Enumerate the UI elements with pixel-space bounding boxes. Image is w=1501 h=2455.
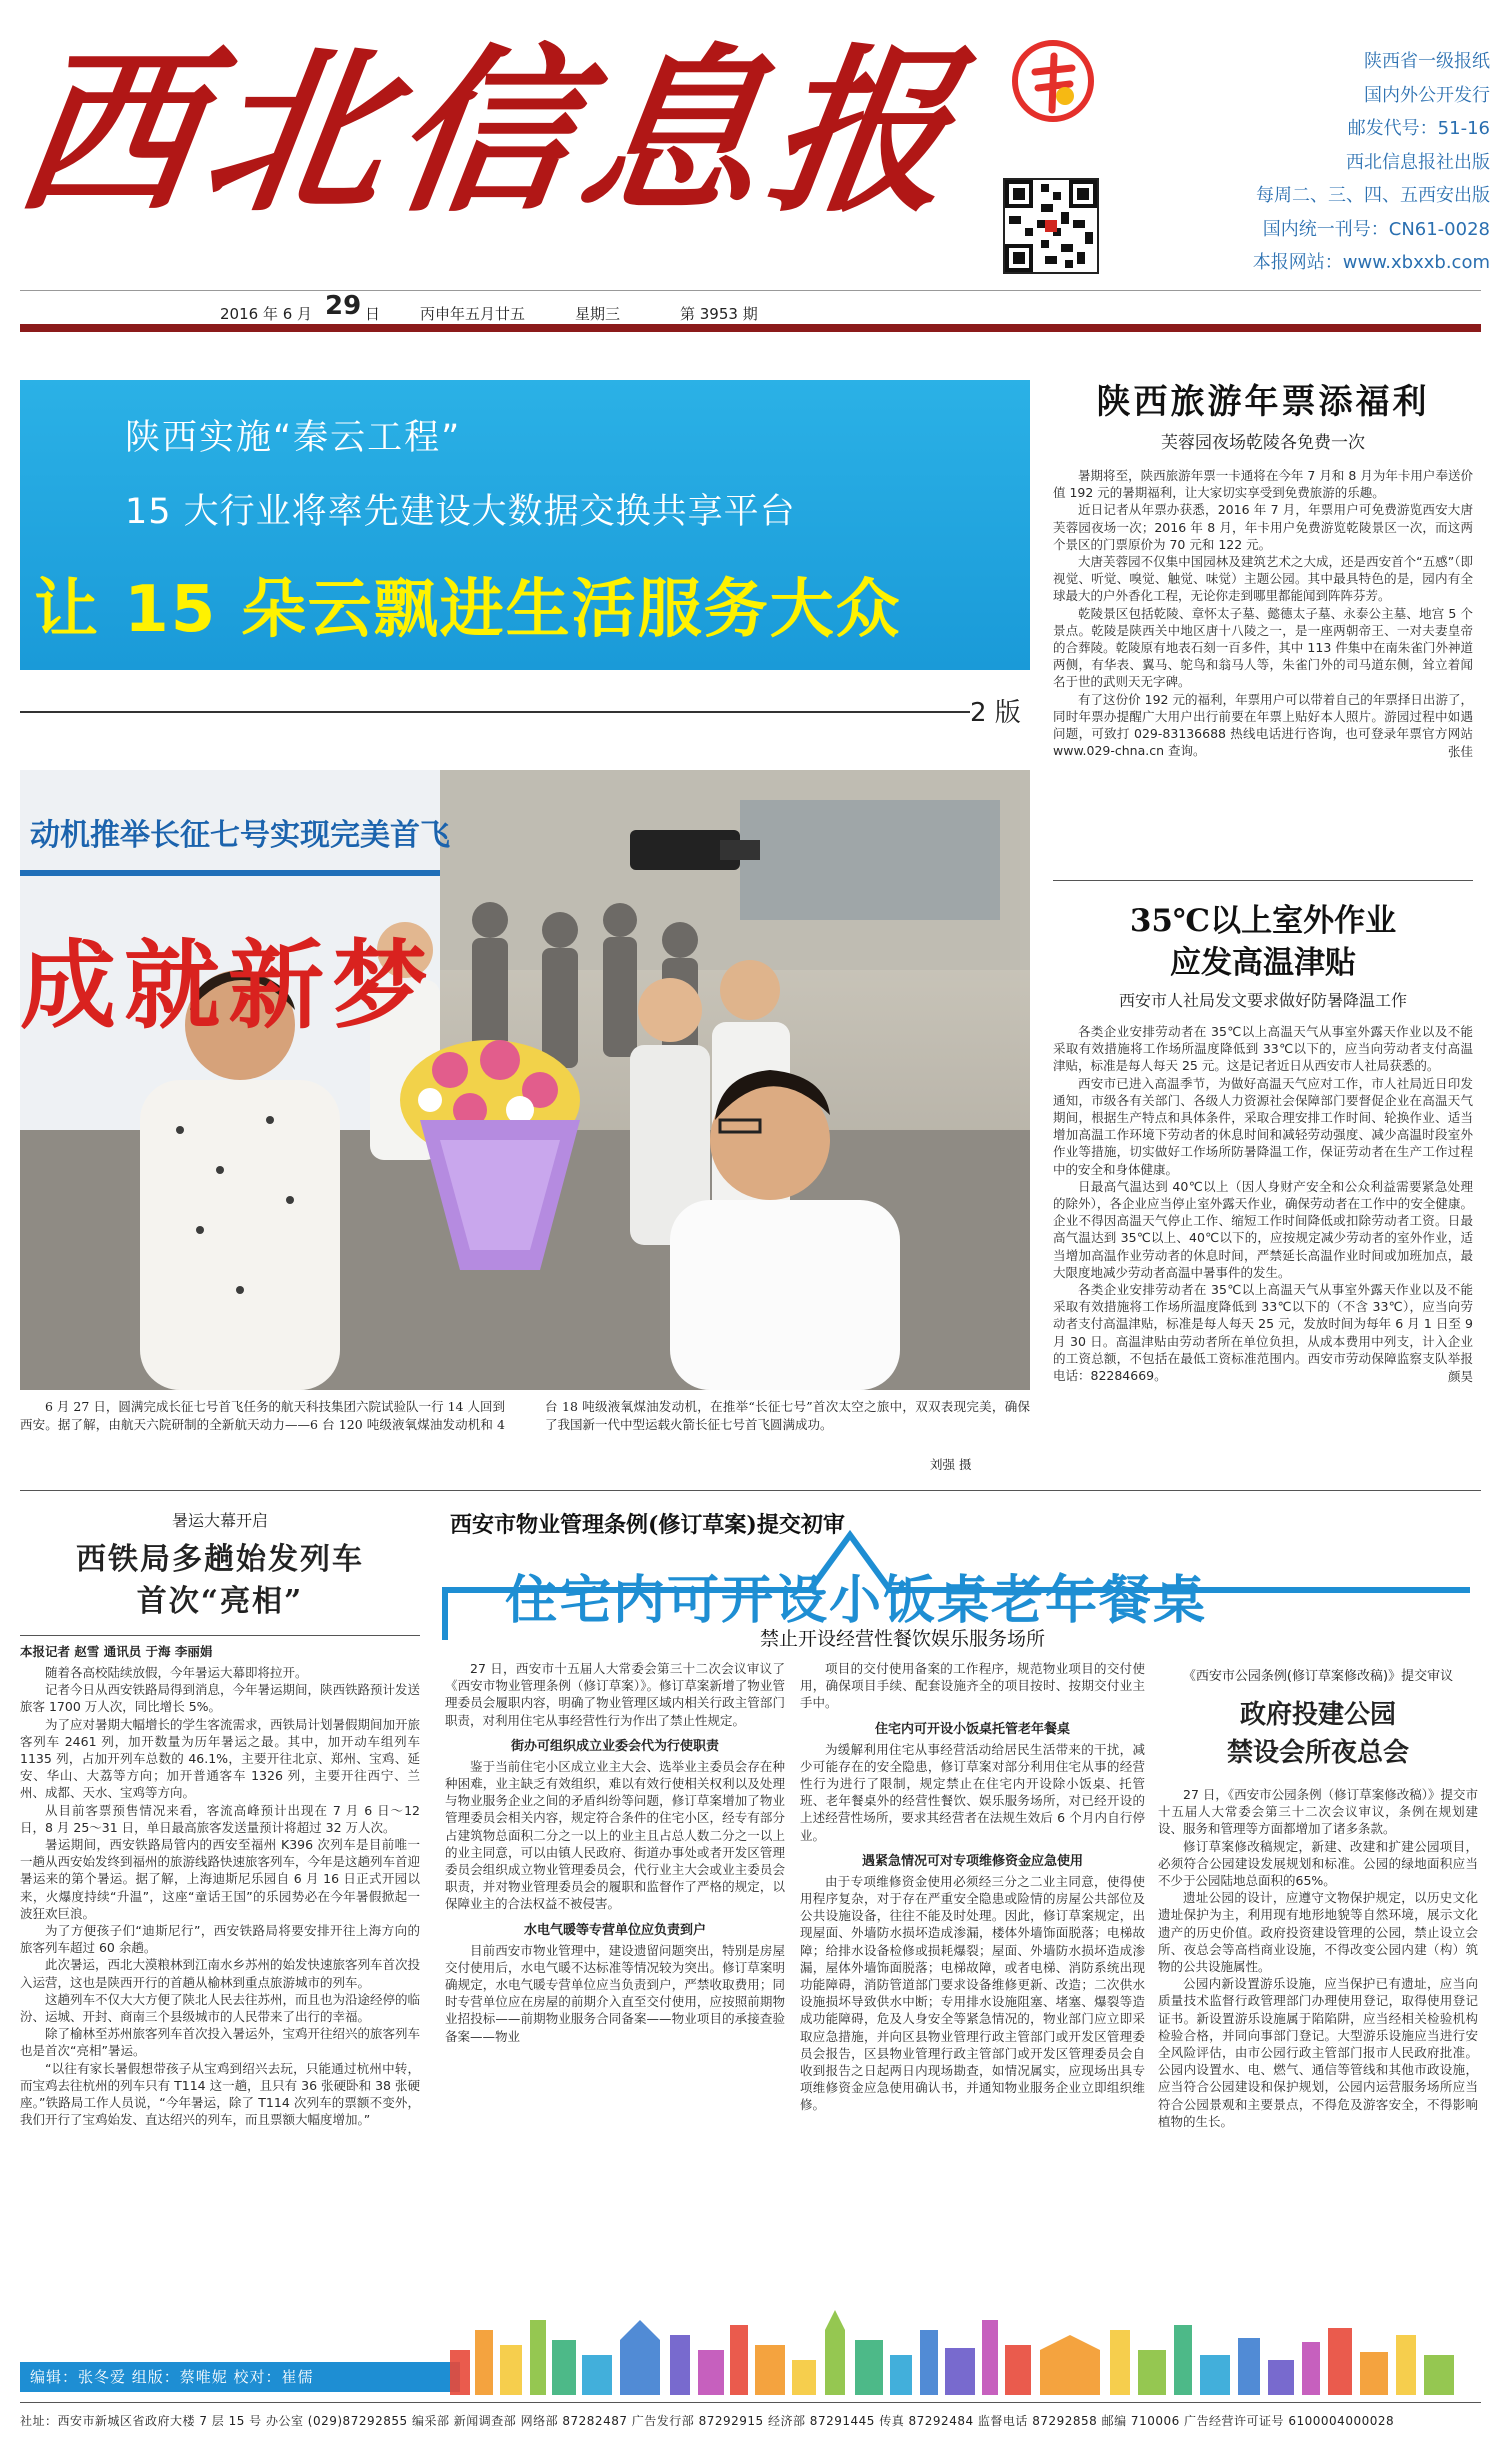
photo-sign-text: 成就新梦 xyxy=(20,929,436,1042)
paragraph: 公园内新设置游乐设施，应当保护已有遗址，应当向质量技术监督行政管理部门办理使用登记，取得使用登记证书。新设置游乐设施属于陷陷阱，应当经相关检验机构检验合格，并同向事部门登记。大型游乐设施应当进行安全风险评估，由市公园行政主管部门报市人民政府批准。公园内设置水、电、燃气、通信等管线和其他市政设施，应当符合公园建设和保护规划，公园内运营服务场所应当符合公园景观和主要景点，不得危及游客安全，不得影响植物的生长。 xyxy=(1158,1976,1478,2129)
property-col-1 xyxy=(445,1660,785,2320)
heat-headline-1: 35℃以上室外作业 xyxy=(1129,903,1397,939)
paragraph: 遗址公园的设计，应遵守文物保护规定，以历史文化遗址保护为主，利用现有地形地貌等自然环境，展示文化遗产的历史价值。政府投资建设管理的公园，禁止设立会所、夜总会等高档商业设施，不得改变公园内建（构）筑物的公共设施属性。 xyxy=(1158,1890,1478,1975)
issue-number: 第 3953 期 xyxy=(680,305,758,323)
paragraph: 除了榆林至苏州旅客列车首次投入暑运外，宝鸡开往绍兴的旅客列车也是首次“亮相”暑运。 xyxy=(20,2026,420,2059)
date-day: 29 xyxy=(325,291,362,321)
tourism-headline: 陕西旅游年票添福利 xyxy=(1096,382,1430,422)
tourism-subhead: 芙蓉园夜场乾陵各免费一次 xyxy=(1161,433,1365,453)
banner-line1: 陕西实施“秦云工程” xyxy=(125,418,462,458)
parks-kicker: 《西安市公园条例(修订草案修改稿)》提交审议 xyxy=(1182,1669,1454,1684)
property-col-2 xyxy=(800,1660,1145,2320)
lead-photo xyxy=(20,770,1030,1390)
parks-headline-1: 政府投建公园 xyxy=(1239,1700,1396,1730)
masthead xyxy=(0,0,1501,290)
tourism-author: 张佳 xyxy=(1447,744,1473,760)
paragraph: 27 日，《西安市公园条例（修订草案修改稿）》提交市十五届人大常委会第三十二次会议审议，条例在规划建设、服务和管理等方面都增加了诸多条款。 xyxy=(1158,1787,1478,1837)
section-divider xyxy=(20,1490,1481,1491)
page-ref[interactable]: 2 版 xyxy=(970,698,1021,728)
column-divider xyxy=(1053,880,1473,881)
paragraph: 从目前客票预售情况来看，客流高峰预计出现在 7 月 6 日～12 日，8 月 25～31 日，单日最高旅客发送量预计将超过 32 万人次。 xyxy=(20,1802,420,1835)
lead-banner xyxy=(20,380,1030,670)
paragraph: 暑期将至，陕西旅游年票一卡通将在今年 7 月和 8 月为年卡用户奉送价值 192 元的暑期福利，让大家切实享受到免费旅游的乐趣。 xyxy=(1053,468,1473,501)
rail-kicker: 暑运大幕开启 xyxy=(171,1511,268,1530)
date-suffix: 日 xyxy=(365,305,381,323)
property-headline: 住宅内可开设小饭桌老年餐桌 xyxy=(505,1570,1208,1631)
heat-subhead: 西安市人社局发文要求做好防暑降温工作 xyxy=(1118,991,1407,1010)
paragraph: “以往有家长暑假想带孩子从宝鸡到绍兴去玩，只能通过杭州中转，而宝鸡去往杭州的列车只有 T114 这一趟，且只有 36 张硬卧和 38 张硬座。”铁路局工作人员说，“今年暑运，除了 T114 次列车的票额不变外，我们开行了宝鸡始发、直达绍兴的列车，而且票额大幅度增加。” xyxy=(20,2060,420,2128)
banner-headline: 让 15 朵云飘进生活服务大众 xyxy=(34,573,902,647)
heat-headline-2: 应发高温津贴 xyxy=(1170,945,1356,981)
weekday: 星期三 xyxy=(575,305,621,323)
rail-body xyxy=(20,1664,420,2128)
property-subhead: 禁止开设经营性餐饮娱乐服务场所 xyxy=(760,1628,1046,1650)
parks-body xyxy=(1158,1786,1478,2130)
paragraph: 这趟列车不仅大大方便了陕北人民去往苏州，而且也为沿途经停的临汾、运城、开封、商南三个县级城市的人民带来了出行的幸福。 xyxy=(20,1991,420,2025)
paragraph: 近日记者从年票办获悉，2016 年 7 月，年票用户可免费游览西安大唐芙蓉园夜场一次；2016 年 8 月，年卡用户免费游览乾陵景区一次，而这两个景区的门票原价为 70 元和 122 元。 xyxy=(1053,502,1473,552)
paragraph: 日最高气温达到 40℃以上（因人身财产安全和公众利益需要紧急处理的除外），各企业应当停止室外露天作业，确保劳动者在工作中的安全健康。企业不得因高温天气停止工作、缩短工作时间降低或扣除劳动者工资。日最高气温达到 35℃以上、40℃以下的，应按规定减少劳动者的室外作业，适当增加高温作业劳动者的休息时间，严禁延长高温作业时间或加班加点，最大限度地减少劳动者高温中暑事件的发生。 xyxy=(1053,1178,1473,1280)
property-kicker: 西安市物业管理条例(修订草案)提交初审 xyxy=(450,1512,845,1538)
parks-headline-2: 禁设会所夜总会 xyxy=(1226,1738,1409,1768)
paragraph: 修订草案修改稿规定，新建、改建和扩建公园项目，必须符合公园建设发展规划和标准。公园的绿地面积应当不少于公园陆地总面积的65%。 xyxy=(1158,1838,1478,1889)
paragraph: 大唐芙蓉园不仅集中国园林及建筑艺术之大成，还是西安首个“五感”（即视觉、听觉、嗅觉、触觉、味觉）主题公园。其中最具特色的是，园内有全球最大的户外香化工程，无论你走到哪里都能闻到阵阵芬芳。 xyxy=(1053,554,1473,604)
paragraph: 此次暑运，西北大漠粮林到江南水乡苏州的始发快速旅客列车首次投入运营，这也是陕西开行的首趟从榆林到重点旅游城市的列车。 xyxy=(20,1957,420,1990)
qr-code-icon xyxy=(1003,178,1099,274)
info-line: 国内外公开发行 xyxy=(1364,84,1490,106)
info-line: 国内统一刊号：CN61-0028 xyxy=(1262,218,1490,240)
rail-byline: 本报记者 赵雪 通讯员 于海 李丽娟 xyxy=(20,1644,213,1659)
info-line: 邮发代号：51-16 xyxy=(1347,118,1490,139)
paragraph: 各类企业安排劳动者在 35℃以上高温天气从事室外露天作业以及不能采取有效措施将工作场所温度降低到 33℃以下的（不含 33℃），应当向劳动者支付高温津贴，标准是每人每天 25 元，发放时间为每年 6 月 1 日至 9 月 30 日。高温津贴由劳动者所在单位负担，从成本费用中列支，计入企业的工资总额，不包括在最低工资标准范围内。西安市劳动保障监察支队举报电话：82284669。 xyxy=(1053,1282,1473,1384)
paragraph: 暑运期间，西安铁路局管内的西安至福州 K396 次列车是目前唯一一趟从西安始发终到福州的旅游线路快速旅客列车，今年是这趟列车首迎暑运来的第个暑运。据了解，上海迪斯尼乐园自 6 月 16 日正式开园以来，火爆度持续“升温”，这座“童话王国”的乐园势必在今年暑假掀起一波狂欢巨浪。 xyxy=(20,1837,420,1921)
masthead-info xyxy=(1180,45,1490,280)
subheading: 街办可组织成立业委会代为行使职责 xyxy=(510,1738,719,1754)
info-line: 陕西省一级报纸 xyxy=(1364,51,1490,72)
subheading: 水电气暖等专营单位应负责到户 xyxy=(523,1922,706,1938)
photo-caption: 6 月 27 日，圆满完成长征七号首飞任务的航天科技集团六院试验队一行 14 人回到西安。据了解，由航天六院研制的全新航天动力——6 台 120 吨级液氧煤油发动机和 4 台 18 吨级液氧煤油发动机，在推举“长征七号”首次太空之旅中，双双表现完美，确保了我国新一代中型运载火箭长征七号首飞圆满成功。 xyxy=(20,1399,1030,1432)
article-tourism xyxy=(1053,380,1473,850)
info-line: 本报网站：www.xbxxb.com xyxy=(1252,252,1490,273)
subheading: 住宅内可开设小饭桌托管老年餐桌 xyxy=(874,1721,1070,1737)
paragraph: 鉴于当前住宅小区成立业主大会、选举业主委员会存在种种困难，业主缺乏有效组织，难以有效行使相关权利以及处理与物业服务企业之间的矛盾纠纷等问题，修订草案增加了物业管理委员会相关内容，规定符合条件的住宅小区，经专有部分占建筑物总面积二分之一以上的业主且占总人数二分之一以上的业主同意，可以由镇人民政府、街道办事处或者开发区管理委员会组织成立物业管理委员会，代行业主大会或业主委员会职责，并对物业管理委员会的履职和监督作了严格的规定，以保障业主的合法权益不被侵害。 xyxy=(445,1758,785,1912)
paragraph: 随着各高校陆续放假，今年暑运大幕即将拉开。 xyxy=(45,1665,308,1680)
article-parks xyxy=(1158,1665,1478,2345)
heat-author: 颜昊 xyxy=(1447,1369,1473,1385)
page-ref-rule xyxy=(20,711,970,713)
rail-headline-2: 首次“亮相” xyxy=(136,1584,304,1619)
info-line: 每周二、三、四、五西安出版 xyxy=(1256,185,1490,206)
info-line: 西北信息报社出版 xyxy=(1346,151,1490,173)
date-text: 2016 年 6 月 xyxy=(220,305,313,323)
tourism-body xyxy=(1053,467,1473,759)
paragraph: 为了应对暑期大幅增长的学生客流需求，西铁局计划暑假期间加开旅客列车 2461 列，加开数量为历年暑运之最。其中，加开动车组列车 1135 列，占加开列车总数的 46.1%，主要开往北京、郑州、宝鸡、延安、华山、大荔等方向；加开普通客车 1326 列，主要开往西宁、兰州、成都、天水、宝鸡等方向。 xyxy=(20,1716,420,1801)
paragraph: 西安市已进入高温季节，为做好高温天气应对工作，市人社局近日印发通知，市级各有关部门、各级人力资源社会保障部门要督促企业在高温天气期间，根据生产特点和具体条件，采取合理安排工作时间、轮换作业、适当增加高温工作环境下劳动者的休息时间和减轻劳动强度、减少高温时段室外作业等措施，切实做好工作场所防暑降温工作，保证劳动者在生产工作过程中的安全和身体健康。 xyxy=(1053,1075,1473,1177)
paragraph: 目前西安市物业管理中，建设遗留问题突出，特别是房屋交付使用后，水电气暖不达标准等情况较为突出。修订草案明确规定，水电气暖专营单位应当负责到户，严禁收取费用；同时专营单位应在房屋的前期介入直至交付使用，应按照前期物业招投标——前期物业服务合同备案——物业项目的承接查验备案——物业 xyxy=(445,1942,785,2044)
paragraph: 各类企业安排劳动者在 35℃以上高温天气从事室外露天作业以及不能采取有效措施将工作场所温度降低到 33℃以下的，应当向劳动者支付高温津贴，标准是每人每天 25 元。这是记者近日从西安市人社局获悉的。 xyxy=(1053,1024,1473,1074)
banner-line2: 15 大行业将率先建设大数据交换共享平台 xyxy=(125,492,796,532)
article-heat xyxy=(1053,900,1473,1460)
photo-banner-text: 动机推举长征七号实现完美首飞 xyxy=(30,818,450,853)
paragraph: 27 日，西安市十五届人大常委会第三十二次会议审议了《西安市物业管理条例（修订草案）》。修订草案新增了物业管理委员会履职内容，明确了物业管理区域内相关行政主管部门职责，对利用住宅从事经营性行为作出了禁止性规定。 xyxy=(445,1661,785,1728)
paragraph: 记者今日从西安铁路局得到消息，今年暑运期间，陕西铁路预计发送旅客 1700 万人次，同比增长 5%。 xyxy=(20,1682,420,1715)
footer-address: 社址：西安市新城区省政府大楼 7 层 15 号 办公室 (029)87292855 编采部 新闻调查部 网络部 87282487 广告发行部 87292915 经济部 87291445 传真 87292484 监督电话 87292858 邮编 710006 广告经营许可证号 6100004000028 xyxy=(20,2414,1395,2428)
heat-body xyxy=(1053,1023,1473,1384)
article-rail xyxy=(20,1500,420,2415)
photo-credit: 刘强 摄 xyxy=(930,1457,972,1472)
paragraph: 为缓解利用住宅从事经营活动给居民生活带来的干扰，减少可能存在的安全隐患，修订草案对部分利用住宅从事的经营性行为进行了限制，规定禁止在住宅内开设除小饭桌、托管班、老年餐桌外的经营性餐饮、娱乐服务场所，对已经开设的上述经营性场所，要求其经营者在法规生效后 6 个月内自行停业。 xyxy=(800,1741,1145,1843)
dateline xyxy=(20,290,1481,332)
city-skyline-icon xyxy=(430,2300,1480,2395)
footer-rule xyxy=(20,2402,1481,2403)
paragraph: 有了这份价 192 元的福利，年票用户可以带着自己的年票择日出游了，同时年票办提醒广大用户出行前要在年票上贴好本人照片。游园过程中如遇问题，可致打 029-83136688 热线电话进行咨询，也可登录年票官方网站 www.029-chna.cn 查询。 xyxy=(1053,691,1473,759)
masthead-title: 西北信息报 xyxy=(5,27,975,236)
newspaper-logo-icon xyxy=(1010,38,1096,124)
paragraph: 由于专项维修资金使用必须经三分之二业主同意，使得使用程序复杂，对于存在严重安全隐患或险情的房屋公共部位及公共设施设备，往往不能及时处理。因此，修订草案规定，出现屋面、外墙防水损坏造成渗漏，楼体外墙饰面脱落；电梯故障；给排水设备检修或损耗爆裂；屋面、外墙防水损坏造成渗漏，屋体外墙饰面脱落；电梯故障，或者电梯、消防系统出现功能障碍，消防管道部门要求设备维修更新、改造；二次供水设施损坏导致供水中断；专用排水设施阻塞、堵塞、爆裂等造成功能障碍，危及人身安全等紧急情况的，物业部门应立即采取应急措施，并向区县物业管理行政主管部门或开发区管理委员会报告，区县物业管理行政主管部门或开发区管理委员会自收到报告之日起两日内现场勘查，如情况属实，应现场出具专项维修资金应急使用确认书，并通知物业服务企业立即组织维修。 xyxy=(800,1873,1145,2113)
rail-headline-1: 西铁局多趟始发列车 xyxy=(76,1542,364,1577)
paragraph: 乾陵景区包括乾陵、章怀太子墓、懿德太子墓、永泰公主墓、地宫 5 个景点。乾陵是陕西关中地区唐十八陵之一，是一座两朝帝王、一对夫妻皇帝的合葬陵。乾陵原有地表石刻一百多件，其中 113 件集中在南朱雀门外神道两侧，有华表、翼马、鸵鸟和翁马人等，朱雀门外的司马道东侧，耸立着闻名于世的武则天无字碑。 xyxy=(1053,605,1473,690)
paragraph: 为了方便孩子们“迪斯尼行”，西安铁路局将要安排开往上海方向的旅客列车超过 60 余趟。 xyxy=(20,1923,420,1956)
editors-bar: 编辑：张冬爱 组版：蔡唯妮 校对：崔儒 xyxy=(20,2362,460,2392)
subheading: 遇紧急情况可对专项维修资金应急使用 xyxy=(861,1853,1083,1869)
paragraph: 项目的交付使用备案的工作程序，规范物业项目的交付使用，确保项目手续、配套设施齐全的项目按时、按期交付业主手中。 xyxy=(800,1661,1145,1711)
lunar-date: 丙申年五月廿五 xyxy=(420,305,526,323)
